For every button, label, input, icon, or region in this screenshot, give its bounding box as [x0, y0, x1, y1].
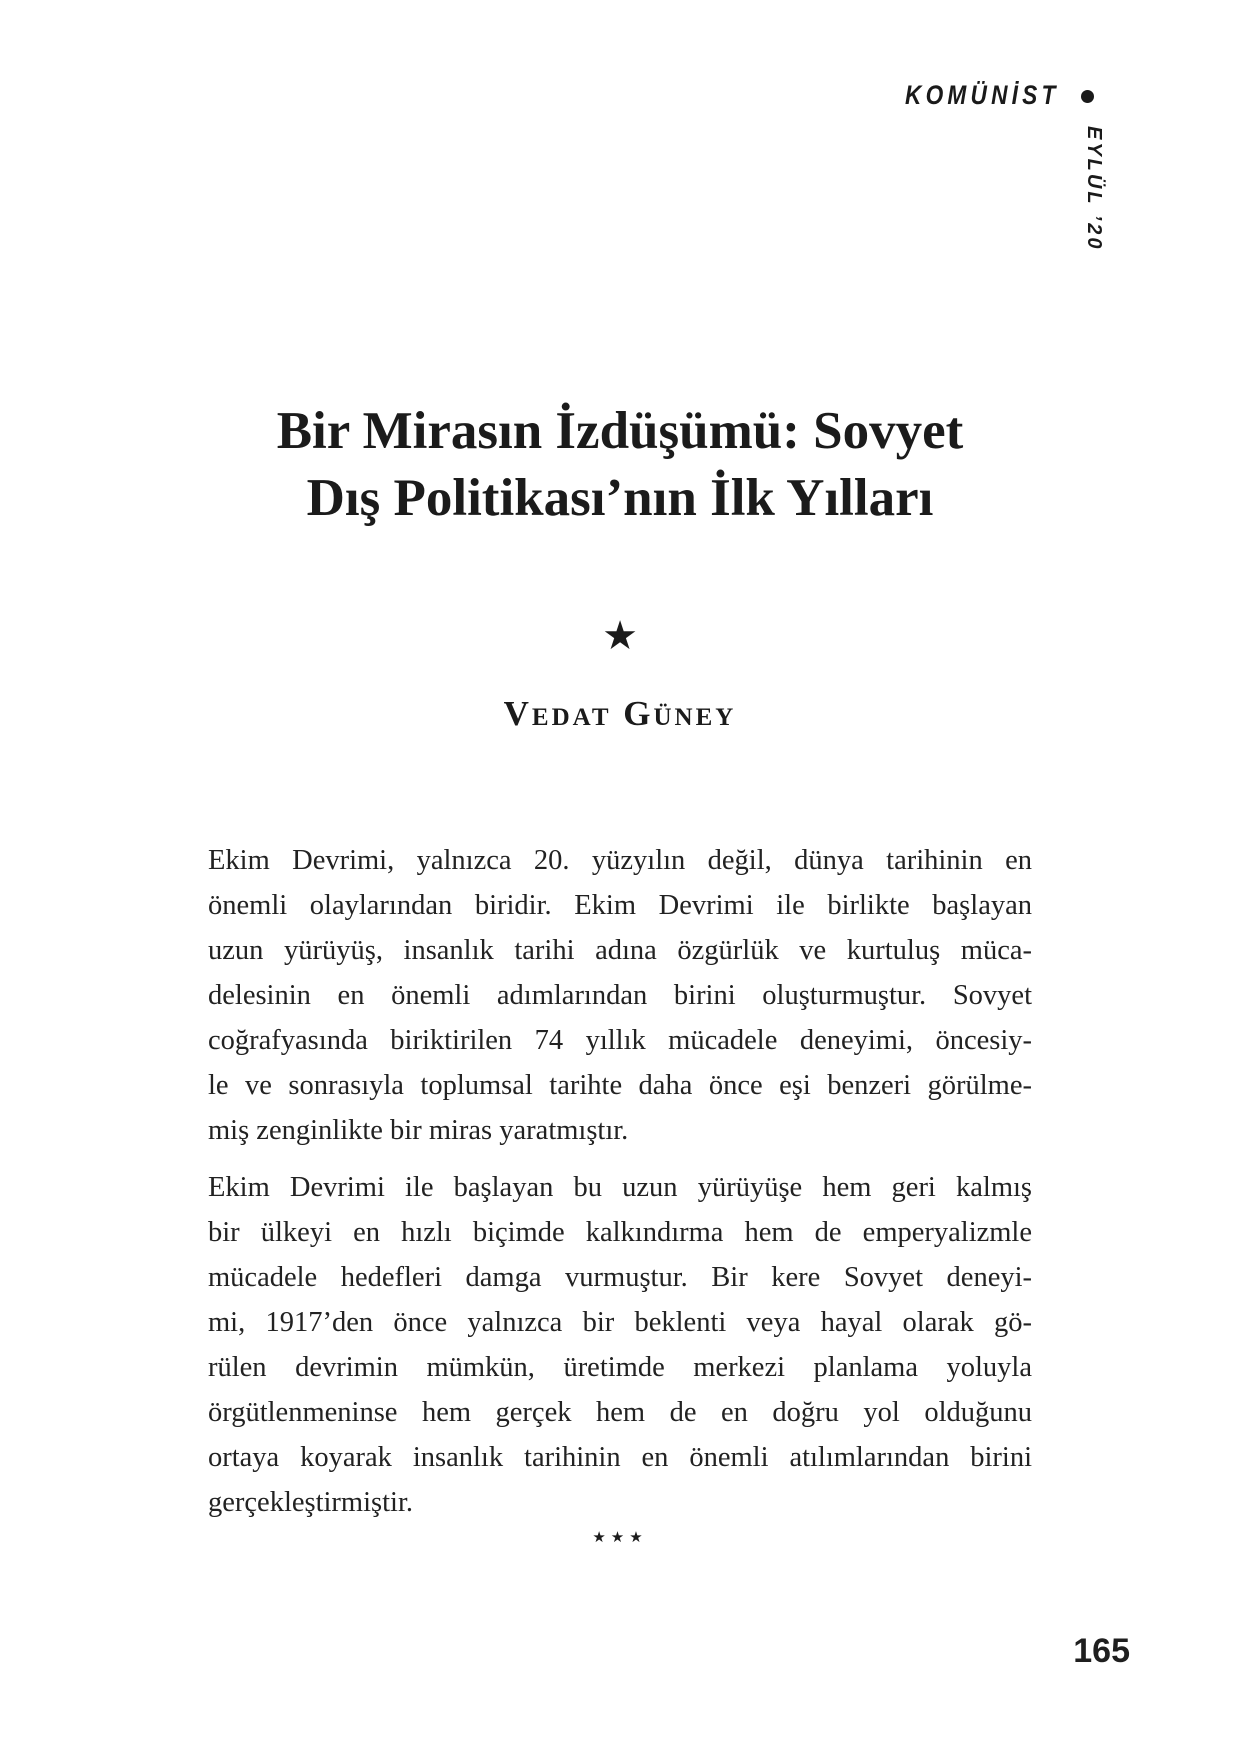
- author-name: Vedat Güney: [503, 694, 737, 733]
- body-line: uzun yürüyüş, insanlık tarihi adına özgürlük ve kurtuluş müca-: [208, 935, 1032, 966]
- body-line: bir ülkeyi en hızlı biçimde kalkındırma hem de emperyalizmle: [208, 1217, 1032, 1248]
- article-title-line-1: Bir Mirasın İzdüşümü: Sovyet: [276, 402, 964, 460]
- issue-date-vertical: EYLÜL ’20: [1083, 126, 1105, 252]
- section-separator-stars-icon: ★★★: [592, 1530, 648, 1546]
- body-line: örgütlenmeninse hem gerçek hem de en doğru yol olduğunu: [208, 1397, 1032, 1428]
- page-number: 165: [1073, 1632, 1130, 1670]
- body-line: le ve sonrasıyla toplumsal tarihte daha önce eşi benzeri görülme-: [208, 1070, 1032, 1101]
- running-head: [905, 82, 1094, 109]
- body-line: mi, 1917’den önce yalnızca bir beklenti veya hayal olarak gö-: [208, 1307, 1032, 1338]
- body-line: rülen devrimin mümkün, üretimde merkezi planlama yoluyla: [208, 1352, 1032, 1383]
- body-line: gerçekleştirmiştir.: [208, 1487, 413, 1518]
- body-line: ortaya koyarak insanlık tarihinin en önemli atılımlarından birini: [208, 1442, 1032, 1473]
- body-line: miş zenginlikte bir miras yaratmıştır.: [208, 1115, 629, 1146]
- body-line: delesinin en önemli adımlarından birini oluşturmuştur. Sovyet: [208, 980, 1032, 1011]
- bullet-icon: [1081, 90, 1094, 103]
- body-line: Ekim Devrimi ile başlayan bu uzun yürüyüşe hem geri kalmış: [208, 1172, 1032, 1203]
- paragraph: [208, 1165, 1032, 1525]
- article-body: [208, 838, 1032, 1525]
- journal-title: KOMÜNİST: [905, 80, 1060, 110]
- body-line: önemli olaylarından biridir. Ekim Devrimi ile birlikte başlayan: [208, 890, 1032, 921]
- article-title: [158, 398, 1082, 532]
- body-line: mücadele hedefleri damga vurmuştur. Bir kere Sovyet deneyi-: [208, 1262, 1032, 1293]
- body-line: coğrafyasında biriktirilen 74 yıllık mücadele deneyimi, öncesiy-: [208, 1025, 1032, 1056]
- body-line: Ekim Devrimi, yalnızca 20. yüzyılın değil, dünya tarihinin en: [208, 845, 1032, 876]
- article-title-line-2: Dış Politikası’nın İlk Yılları: [306, 469, 934, 527]
- paragraph: [208, 838, 1032, 1153]
- star-icon: ★: [602, 613, 638, 658]
